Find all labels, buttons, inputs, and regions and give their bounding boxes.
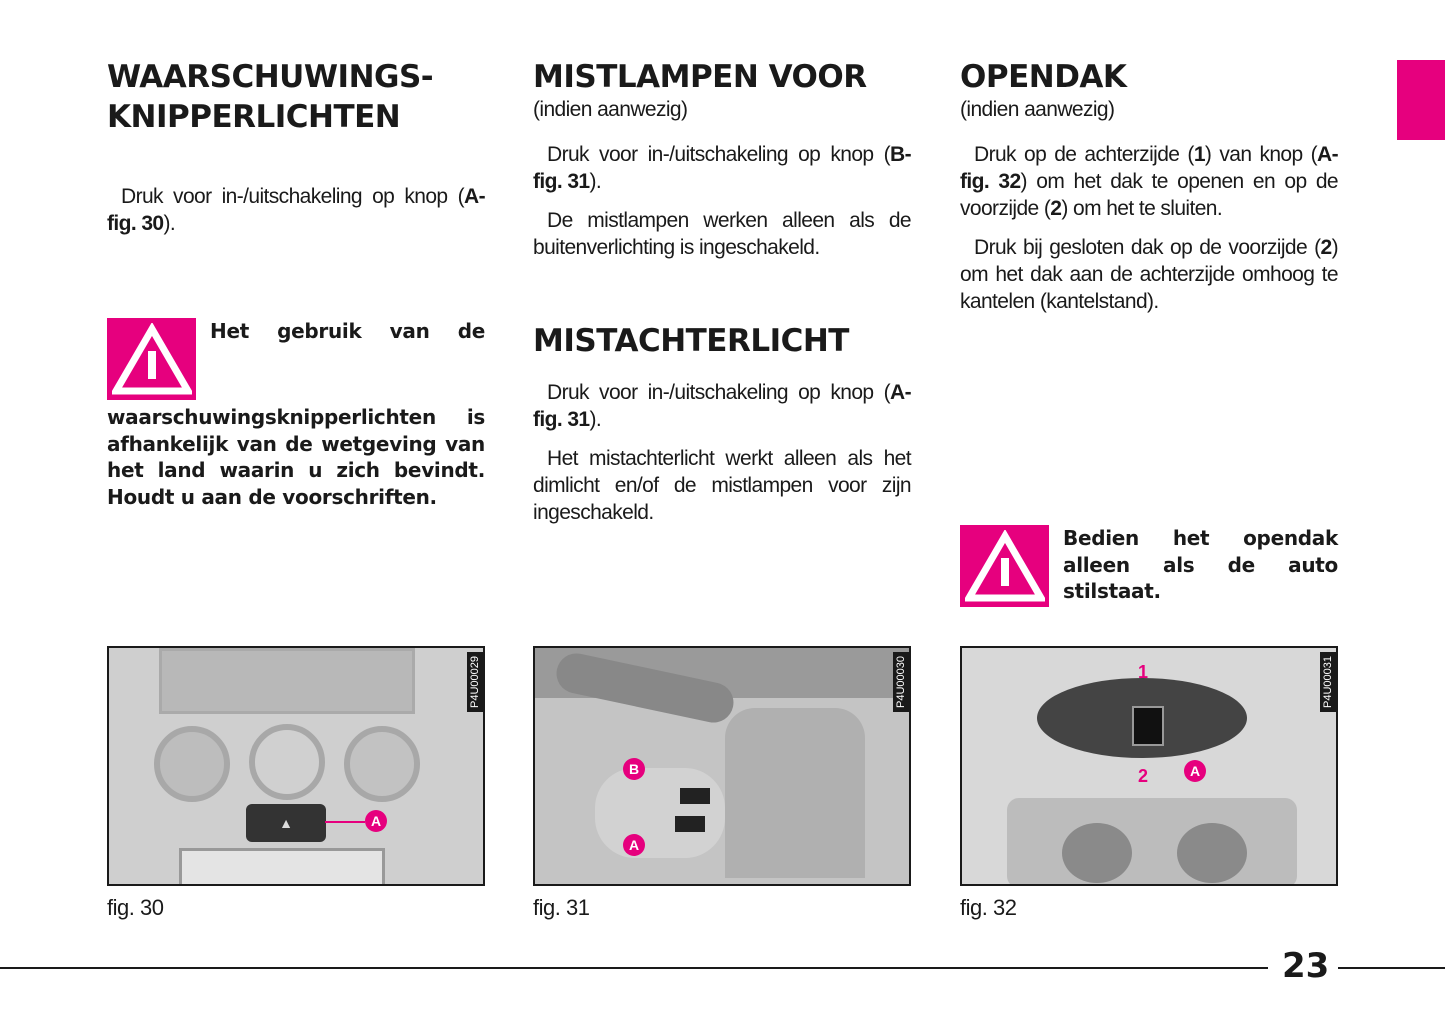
fog-switch-a — [675, 816, 705, 832]
label-a: A — [365, 810, 387, 832]
column-fog-lights — [533, 57, 911, 538]
overhead-panel — [1007, 798, 1297, 886]
pointer-line — [325, 821, 365, 823]
paragraph: Het mistachterlicht werkt alleen als het dimlicht en/of de mistlampen voor zijn ingeschakeld. — [533, 447, 911, 524]
radio-panel — [159, 648, 415, 714]
figure-31 — [533, 646, 911, 886]
lamp — [1062, 823, 1132, 883]
paragraph: De mistlampen werken alleen als de buitenverlichting is ingeschakeld. — [533, 209, 911, 259]
reference: 2 — [1320, 236, 1332, 259]
knob — [154, 726, 230, 802]
text: ). — [163, 212, 176, 235]
paragraph — [533, 141, 911, 195]
label-a: A — [623, 834, 645, 856]
reference: 1 — [1193, 143, 1205, 166]
figure-reference: B-fig. 31 — [533, 143, 911, 193]
knob — [344, 726, 420, 802]
heading-line: WAARSCHUWINGS- — [107, 59, 434, 95]
hazard-button: ▲ — [246, 804, 326, 842]
figure-code: P4U00029 — [467, 652, 483, 712]
warning-triangle-icon — [107, 318, 196, 400]
text: Druk voor in-/uitschakeling op knop ( — [121, 185, 465, 208]
footer-rule — [1338, 967, 1445, 969]
lamp — [1177, 823, 1247, 883]
label-1: 1 — [1138, 662, 1149, 682]
text: ). — [589, 408, 602, 431]
text: ) om het dak aan de achterzijde omhoog te kantelen (kantelstand). — [960, 236, 1338, 313]
text: Druk op de achterzijde ( — [974, 143, 1194, 166]
text: Druk voor in-/uitschakeling op knop ( — [547, 381, 891, 404]
subtitle: (indien aanwezig) — [960, 98, 1115, 121]
paragraph — [107, 183, 485, 237]
reference: 2 — [1050, 197, 1062, 220]
switch-panel — [595, 768, 725, 858]
label-a: A — [1184, 760, 1206, 782]
figure-reference: A-fig. 32 — [960, 143, 1339, 193]
text: Druk voor in-/uitschakeling op knop ( — [547, 143, 891, 166]
heading-front-fog-lights: MISTLAMPEN VOOR — [533, 59, 867, 95]
warning-text: Bedien het opendak alleen als de auto stilstaat. — [1063, 526, 1338, 603]
subtitle: (indien aanwezig) — [533, 98, 688, 121]
column-hazard-lights — [107, 57, 485, 249]
figure-code: P4U00030 — [893, 652, 909, 712]
fog-switch-b — [680, 788, 710, 804]
figure-reference: A-fig. 31 — [533, 381, 911, 431]
figure-reference: A-fig. 30 — [107, 185, 485, 235]
footer-rule — [0, 967, 1268, 969]
figure-caption: fig. 32 — [960, 895, 1017, 920]
page-number: 23 — [1282, 946, 1330, 986]
figure-code: P4U00031 — [1320, 652, 1336, 712]
paragraph — [960, 234, 1338, 315]
sunroof-switch — [1132, 706, 1164, 746]
heading-line: KNIPPERLICHTEN — [107, 99, 401, 135]
text: ) om het dak te openen en op de voorzijde ( — [960, 170, 1338, 220]
figure-30 — [107, 646, 485, 886]
paragraph — [533, 379, 911, 433]
gear-boot — [725, 708, 865, 878]
label-b: B — [623, 758, 645, 780]
heading-rear-fog-light: MISTACHTERLICHT — [533, 323, 849, 359]
column-sunroof — [960, 57, 1338, 327]
text: ). — [589, 170, 602, 193]
figure-caption: fig. 30 — [107, 895, 164, 920]
warning-block — [107, 318, 485, 510]
heading-hazard-lights — [107, 57, 485, 137]
text: ) om het te sluiten. — [1061, 197, 1223, 220]
text: Druk bij gesloten dak op de voorzijde ( — [974, 236, 1321, 259]
warning-triangle-icon — [960, 525, 1049, 607]
warning-text: Het gebruik van de waarschuwingsknipperlichten is afhankelijk van de wetgeving van het land waarin u zich bevindt. Houdt u aan de voorschriften. — [107, 319, 485, 509]
section-tab-marker — [1397, 60, 1445, 140]
figure-32 — [960, 646, 1338, 886]
figure-caption: fig. 31 — [533, 895, 590, 920]
heading-sunroof: OPENDAK — [960, 59, 1127, 95]
text: ) van knop ( — [1204, 143, 1318, 166]
paragraph — [960, 141, 1338, 222]
warning-block — [960, 525, 1338, 611]
label-2: 2 — [1138, 766, 1149, 786]
knob — [249, 724, 325, 800]
tray — [179, 848, 385, 886]
